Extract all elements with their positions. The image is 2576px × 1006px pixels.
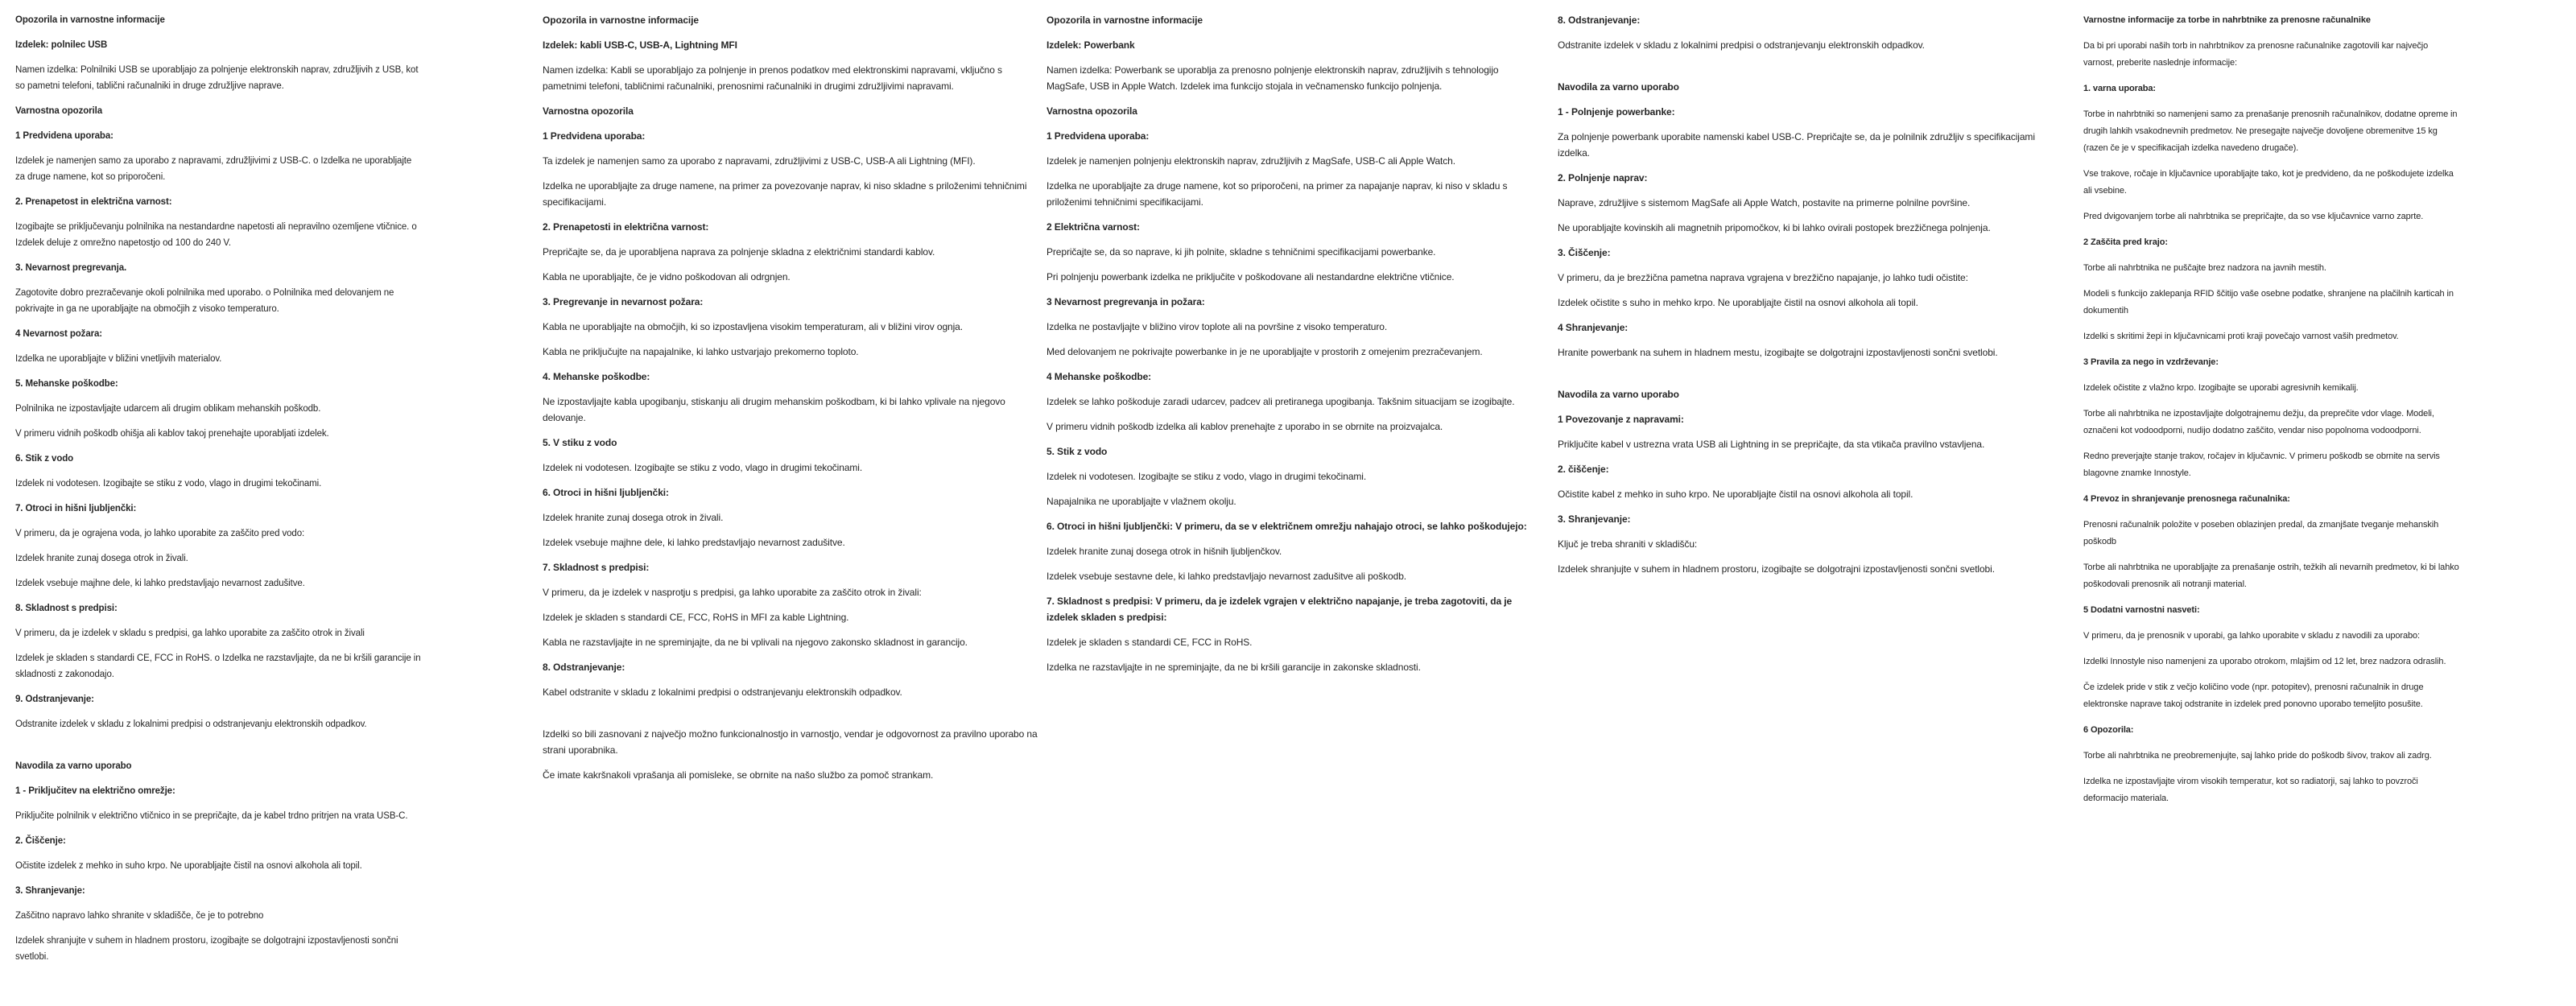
section-heading: 3. Shranjevanje: [15,886,85,896]
paragraph: Ta izdelek je namenjen samo za uporabo z napravami, združljivimi z USB-C, USB-A ali Lightning (MFI). [543,155,976,167]
paragraph: V primeru, da je prenosnik v uporabi, ga lahko uporabite v skladu z navodili za uporabo: [2083,631,2421,641]
section-heading: 6 Opozorila: [2083,725,2134,735]
paragraph: Če izdelek pride v stik z večjo količino vode (npr. potopitev), prenosni računalnik in druge elektronske naprave takoj odstranite in izdelek pred ponovno uporabo temeljito posušite. [2083,682,2424,709]
paragraph: Vse trakove, ročaje in ključavnice uporabljajte tako, kot je predvideno, da ne poškodujete izdelka ali vsebine. [2083,169,2454,196]
column-powerbank-continued [1558,12,2061,586]
paragraph: Hranite powerbank na suhem in hladnem mestu, izogibajte se dolgotrajni izpostavljenosti sončni svetlobi. [1558,347,1998,358]
section-heading: 1 Povezovanje z napravami: [1558,414,1684,425]
section-heading: Varnostna opozorila [1046,105,1137,117]
paragraph: Torbe ali nahrbtnika ne puščajte brez nadzora na javnih mestih. [2083,263,2326,273]
section-heading: 4 Shranjevanje: [1558,322,1629,333]
section-heading: Varnostne informacije za torbe in nahrbtnike za prenosne računalnike [2083,15,2371,25]
paragraph: V primeru, da je izdelek v skladu s predpisi, ga lahko uporabite za zaščito otrok in živali [15,629,365,638]
section-heading: 3. Shranjevanje: [1558,513,1631,525]
paragraph: Kabla ne priključujte na napajalnike, ki lahko ustvarjajo prekomerno toploto. [543,346,859,357]
paragraph: Izdelek hranite zunaj dosega otrok in hišnih ljubljenčkov. [1046,546,1282,557]
section-heading: 3 Nevarnost pregrevanja in požara: [1046,296,1205,307]
paragraph: V primeru, da je izdelek v nasprotju s predpisi, ga lahko uporabite za zaščito otrok in živali: [543,587,922,598]
paragraph: Očistite izdelek z mehko in suho krpo. Ne uporabljajte čistil na osnovi alkohola ali topil. [15,861,362,871]
section-heading: 5 Dodatni varnostni nasveti: [2083,605,2200,615]
paragraph: Izdelki so bili zasnovani z največjo možno funkcionalnostjo in varnostjo, vendar je odgovornost za pravilno uporabo na strani uporabnika. [543,728,1038,756]
section-heading: Varnostna opozorila [543,105,634,117]
paragraph: Izdelek je skladen s standardi CE, FCC in RoHS. o Izdelka ne razstavljajte, da ne bi kršili garancije in skladnosti z zakonodajo. [15,653,421,679]
section-heading: 2. Prenapetost in električna varnost: [15,197,172,207]
paragraph: Namen izdelka: Kabli se uporabljajo za polnjenje in prenos podatkov med elektronskimi napravami, vključno s pametnimi telefoni, tabličnimi računalniki, prenosnimi računalniki in drugimi združljivimi napravami. [543,64,1002,92]
section-heading: 7. Skladnost s predpisi: [543,562,650,573]
paragraph: Očistite kabel z mehko in suho krpo. Ne uporabljajte čistil na osnovi alkohola ali topil. [1558,489,1913,500]
paragraph: Kabla ne uporabljajte, če je vidno poškodovan ali odrgnjen. [543,271,791,282]
column-cables [543,12,1040,792]
paragraph: Izogibajte se priključevanju polnilnika na nestandardne napetosti ali nepravilno ozemljene vtičnice. o Izdelek deluje z omrežno napetostjo od 100 do 240 V. [15,222,417,248]
section-heading: Navodila za varno uporabo [1558,81,1679,93]
paragraph: Ključ je treba shraniti v skladišču: [1558,538,1698,550]
section-heading: 2 Zaščita pred krajo: [2083,237,2168,247]
section-heading: 9. Odstranjevanje: [15,695,94,704]
section-heading: 4 Prevoz in shranjevanje prenosnega računalnika: [2083,494,2290,504]
paragraph: Izdelek je skladen s standardi CE, FCC, RoHS in MFI za kable Lightning. [543,612,849,623]
paragraph: Izdelek shranjujte v suhem in hladnem prostoru, izogibajte se dolgotrajni izpostavljenosti sončni svetlobi. [15,936,398,962]
section-heading: 7. Otroci in hišni ljubljenčki: [15,504,137,513]
paragraph: Kabel odstranite v skladu z lokalnimi predpisi o odstranjevanju elektronskih odpadkov. [543,686,902,698]
paragraph: Izdelka ne razstavljajte in ne spreminjajte, da ne bi kršili garancije in zakonske skladnosti. [1046,662,1421,673]
paragraph: Naprave, združljive s sistemom MagSafe ali Apple Watch, postavite na primerne polnilne površine. [1558,197,1971,208]
paragraph: Izdelek je skladen s standardi CE, FCC in RoHS. [1046,637,1253,648]
column-laptop-bags [2083,12,2460,816]
column-powerbank [1046,12,1539,684]
paragraph: Redno preverjajte stanje trakov, ročajev in ključavnic. V primeru poškodb se obrnite na servis blagovne znamke Innostyle. [2083,451,2440,478]
paragraph: Pred dvigovanjem torbe ali nahrbtnika se prepričajte, da so vse ključavnice varno zaprte. [2083,212,2424,221]
paragraph: Izdelek vsebuje majhne dele, ki lahko predstavljajo nevarnost zadušitve. [15,579,305,588]
section-heading: 2. čiščenje: [1558,464,1609,475]
paragraph: Prepričajte se, da so naprave, ki jih polnite, skladne s tehničnimi specifikacijami powerbanke. [1046,246,1436,258]
section-heading: 2 Električna varnost: [1046,221,1140,233]
paragraph: Izdelek očistite s suho in mehko krpo. Ne uporabljajte čistil na osnovi alkohola ali topil. [1558,297,1918,308]
paragraph: Izdelek je namenjen polnjenju elektronskih naprav, združljivih z MagSafe, USB-C ali Apple Watch. [1046,155,1455,167]
paragraph: Izdelka ne postavljajte v bližino virov toplote ali na površine z visoko temperaturo. [1046,321,1388,332]
paragraph: V primeru vidnih poškodb ohišja ali kablov takoj prenehajte uporabljati izdelek. [15,429,329,439]
paragraph: Prenosni računalnik položite v poseben oblazinjen predal, da zmanjšate tveganje mehanskih poškodb [2083,520,2439,546]
section-heading: Varnostna opozorila [15,106,103,116]
paragraph: Pri polnjenju powerbank izdelka ne priključite v poškodovane ali nestandardne električne vtičnice. [1046,271,1455,282]
paragraph: Modeli s funkcijo zaklepanja RFID ščitijo vaše osebne podatke, shranjene na plačilnih karticah in dokumentih [2083,289,2454,315]
section-heading: 4 Mehanske poškodbe: [1046,371,1152,382]
section-heading: 3. Nevarnost pregrevanja. [15,263,127,273]
paragraph: Izdelek vsebuje sestavne dele, ki lahko predstavljajo nevarnost zadušitve ali poškodb. [1046,571,1407,582]
paragraph: Izdelek shranjujte v suhem in hladnem prostoru, izogibajte se dolgotrajni izpostavljenosti sončni svetlobi. [1558,563,1995,575]
paragraph: Kabla ne uporabljajte na območjih, ki so izpostavljena visokim temperaturam, ali v bližini virov ognja. [543,321,963,332]
section-heading: Izdelek: Powerbank [1046,39,1135,51]
paragraph: Namen izdelka: Powerbank se uporablja za prenosno polnjenje elektronskih naprav, združljivih s tehnologijo MagSafe, USB in Apple Watch. Izdelek ima funkcijo stojala in večnamensko funkcijo polnjenja. [1046,64,1499,92]
section-heading: 3. Pregrevanje in nevarnost požara: [543,296,704,307]
section-heading: 3 Pravila za nego in vzdrževanje: [2083,357,2219,367]
paragraph: Izdelek je namenjen samo za uporabo z napravami, združljivimi z USB-C. o Izdelka ne uporabljajte za druge namene, kot so priporočeni. [15,156,412,182]
section-heading: 6. Otroci in hišni ljubljenčki: [543,487,669,498]
paragraph: Izdelek se lahko poškoduje zaradi udarcev, padcev ali pretiranega upogibanja. Takšnim situacijam se izogibajte. [1046,396,1515,407]
section-heading: 5. Mehanske poškodbe: [15,379,118,389]
paragraph: Izdelka ne uporabljajte v bližini vnetljivih materialov. [15,354,222,364]
section-heading: 7. Skladnost s predpisi: V primeru, da je izdelek vgrajen v električno napajanje, je treba zagotoviti, da je izdelek skladen s predpisi: [1046,596,1513,623]
paragraph: Priključite polnilnik v električno vtičnico in se prepričajte, da je kabel trdno pritrjen na vrata USB-C. [15,811,408,821]
paragraph: Priključite kabel v ustrezna vrata USB ali Lightning in se prepričajte, da sta vtikača pravilno vstavljena. [1558,439,1985,450]
paragraph: Torbe ali nahrbtnika ne uporabljajte za prenašanje ostrih, težkih ali nevarnih predmetov, ki bi lahko poškodovali prenosnik ali notranji material. [2083,563,2459,589]
section-heading: Navodila za varno uporabo [15,761,132,771]
paragraph: Izdelek ni vodotesen. Izogibajte se stiku z vodo, vlago in drugimi tekočinami. [1046,471,1367,482]
section-heading: 6. Otroci in hišni ljubljenčki: V primeru, da se v električnem omrežju nahajajo otroci, se lahko poškodujejo: [1046,521,1527,532]
paragraph: Napajalnika ne uporabljajte v vlažnem okolju. [1046,496,1236,507]
paragraph: Izdelek ni vodotesen. Izogibajte se stiku z vodo, vlago in drugimi tekočinami. [543,462,863,473]
paragraph: V primeru vidnih poškodb izdelka ali kablov prenehajte z uporabo in se obrnite na proizvajalca. [1046,421,1443,432]
section-heading: 6. Stik z vodo [15,454,74,464]
section-heading: 1. varna uporaba: [2083,84,2156,93]
paragraph: Odstranite izdelek v skladu z lokalnimi predpisi o odstranjevanju elektronskih odpadkov. [1558,39,1925,51]
paragraph: Torbe in nahrbtniki so namenjeni samo za prenašanje prenosnih računalnikov, dodatne opreme in drugih lahkih vsakodnevnih predmetov. Ne presegajte največje dovoljene obremenitve 15 kg (razen če je v specifikacijah izdelka navedeno drugače). [2083,109,2458,153]
paragraph: Kabla ne razstavljajte in ne spreminjajte, da ne bi vplivali na njegovo zakonsko skladnost in garancijo. [543,637,968,648]
paragraph: Za polnjenje powerbank uporabite namenski kabel USB-C. Prepričajte se, da je polnilnik združljiv s specifikacijami izdelka. [1558,131,2035,159]
paragraph: Da bi pri uporabi naših torb in nahrbtnikov za prenosne računalnike zagotovili kar največjo varnost, preberite naslednje informacije: [2083,41,2429,68]
paragraph: Zagotovite dobro prezračevanje okoli polnilnika med uporabo. o Polnilnika med delovanjem ne pokrivajte in ga ne uporabljajte na območjih z visoko temperaturo. [15,288,394,314]
section-heading: Navodila za varno uporabo [1558,389,1679,400]
paragraph: Izdelki Innostyle niso namenjeni za uporabo otrokom, mlajšim od 12 let, brez nadzora odraslih. [2083,657,2446,666]
section-heading: Opozorila in varnostne informacije [15,15,165,25]
section-heading: 8. Skladnost s predpisi: [15,604,118,613]
paragraph: V primeru, da je brezžična pametna naprava vgrajena v brezžično napajanje, jo lahko tudi očistite: [1558,272,1968,283]
paragraph: Zaščitno napravo lahko shranite v skladišče, če je to potrebno [15,911,264,921]
section-heading: 4. Mehanske poškodbe: [543,371,650,382]
paragraph: Izdelka ne uporabljajte za druge namene, kot so priporočeni, na primer za napajanje naprav, ki niso v skladu s priloženimi tehničnimi specifikacijami. [1046,180,1508,208]
paragraph: Med delovanjem ne pokrivajte powerbanke in je ne uporabljajte v prostorih z omejenim prezračevanjem. [1046,346,1483,357]
paragraph: Namen izdelka: Polnilniki USB se uporabljajo za polnjenje elektronskih naprav, združljivih z USB, kot so pametni telefoni, tablični računalniki in druge združljive naprave. [15,65,419,91]
paragraph: Ne izpostavljajte kabla upogibanju, stiskanju ali drugim mehanskim poškodbam, ki bi lahko vplivale na njegovo delovanje. [543,396,1005,423]
section-heading: 8. Odstranjevanje: [1558,14,1641,26]
section-heading: 1 Predvidena uporaba: [1046,130,1150,142]
section-heading: 5. Stik z vodo [1046,446,1108,457]
paragraph: Če imate kakršnakoli vprašanja ali pomisleke, se obrnite na našo službo za pomoč strankam. [543,769,934,781]
paragraph: Izdelki s skritimi žepi in ključavnicami proti kraji povečajo varnost vaših predmetov. [2083,332,2399,341]
section-heading: 3. Čiščenje: [1558,247,1611,258]
section-heading: 1 Predvidena uporaba: [543,130,646,142]
section-heading: 2. Čiščenje: [15,836,66,846]
paragraph: Izdelka ne izpostavljajte virom visokih temperatur, kot so radiatorji, saj lahko to povzroči deformacijo materiala. [2083,777,2418,803]
section-heading: 5. V stiku z vodo [543,437,617,448]
section-heading: Izdelek: polnilec USB [15,40,108,50]
section-heading: 1 - Priključitev na električno omrežje: [15,786,175,796]
section-heading: 2. Prenapetosti in električna varnost: [543,221,709,233]
paragraph: Ne uporabljajte kovinskih ali magnetnih pripomočkov, ki bi lahko ovirali postopek brezžičnega polnjenja. [1558,222,1991,233]
section-heading: Opozorila in varnostne informacije [543,14,699,26]
section-heading: 4 Nevarnost požara: [15,329,103,339]
paragraph: Izdelek ni vodotesen. Izogibajte se stiku z vodo, vlago in drugimi tekočinami. [15,479,322,489]
paragraph: Torbe ali nahrbtnika ne preobremenjujte, saj lahko pride do poškodb šivov, trakov ali zadrg. [2083,751,2432,761]
section-heading: Izdelek: kabli USB-C, USB-A, Lightning MFI [543,39,737,51]
paragraph: Odstranite izdelek v skladu z lokalnimi predpisi o odstranjevanju elektronskih odpadkov. [15,719,367,729]
paragraph: Izdelka ne uporabljajte za druge namene, na primer za povezovanje naprav, ki niso skladne s priloženimi tehničnimi specifikacijami. [543,180,1027,208]
section-heading: Opozorila in varnostne informacije [1046,14,1203,26]
section-heading: 8. Odstranjevanje: [543,662,625,673]
column-usb-charger [15,12,422,974]
section-heading: 2. Polnjenje naprav: [1558,172,1648,183]
paragraph: Izdelek hranite zunaj dosega otrok in živali. [15,554,188,563]
paragraph: Izdelek vsebuje majhne dele, ki lahko predstavljajo nevarnost zadušitve. [543,537,845,548]
paragraph: Izdelek hranite zunaj dosega otrok in živali. [543,512,724,523]
section-heading: 1 Predvidena uporaba: [15,131,114,141]
paragraph: Torbe ali nahrbtnika ne izpostavljajte dolgotrajnemu dežju, da preprečite vdor vlage. Modeli, označeni kot vodoodporni, nudijo dodatno zaščito, vendar niso popolnoma vodoodporni. [2083,409,2434,435]
paragraph: Izdelek očistite z vlažno krpo. Izogibajte se uporabi agresivnih kemikalij. [2083,383,2359,393]
section-heading: 1 - Polnjenje powerbanke: [1558,106,1675,118]
paragraph: Polnilnika ne izpostavljajte udarcem ali drugim oblikam mehanskih poškodb. [15,404,321,414]
paragraph: Prepričajte se, da je uporabljena naprava za polnjenje skladna z električnimi standardi kablov. [543,246,935,258]
paragraph: V primeru, da je ograjena voda, jo lahko uporabite za zaščito pred vodo: [15,529,305,538]
